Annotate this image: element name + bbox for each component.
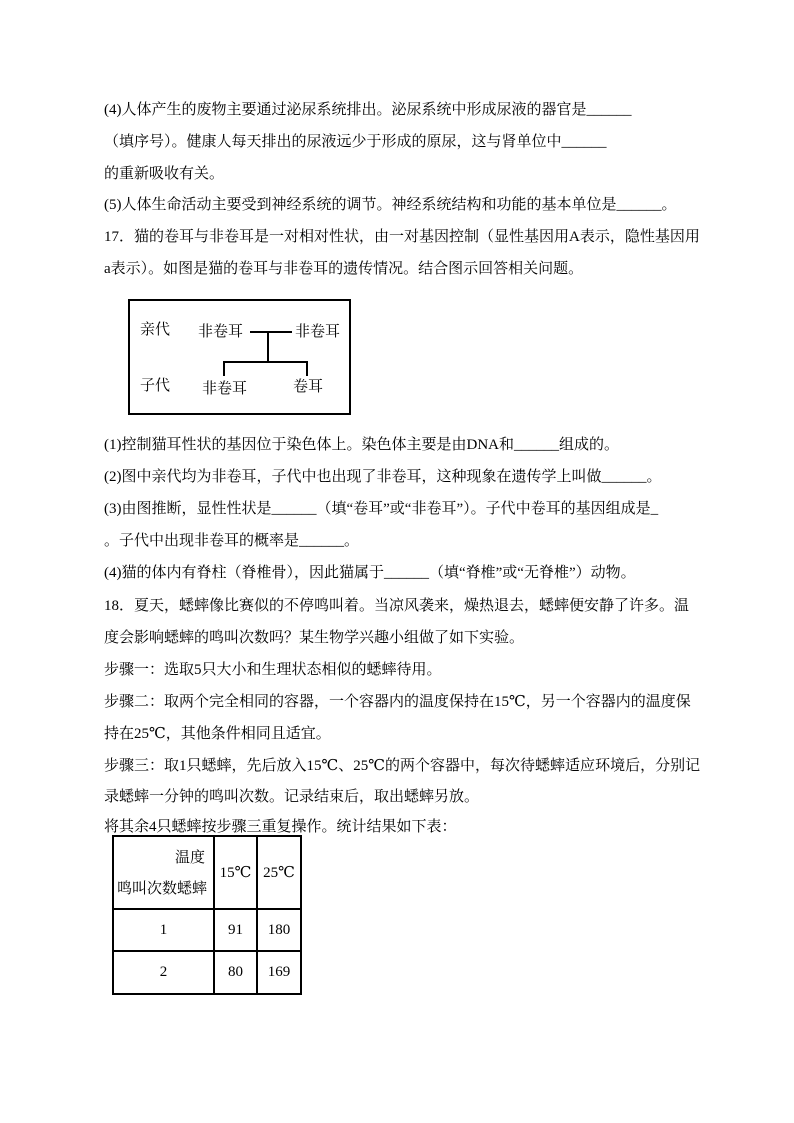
line-q18-step3-1: 步骤三：取1只蟋蟀，先后放入15℃、25℃的两个容器中，每次待蟋蟀适应环境后，分别记 [104, 758, 701, 774]
line-q18-repeat: 将其余4只蟋蟀按步骤三重复操作。统计结果如下表： [104, 819, 457, 835]
offspring-right-phenotype: 卷耳 [293, 379, 324, 395]
corner-temperature-label: 温度 [174, 850, 205, 866]
parent-connector-line [250, 331, 292, 333]
col-header-25c: 25℃ [257, 836, 301, 909]
col-header-15c: 15℃ [214, 836, 257, 909]
chirps-15c-cell: 91 [214, 909, 257, 951]
corner-chirpcount-cricket-label: 鸣叫次数蟋蟀 [117, 881, 208, 897]
parent-generation-label: 亲代 [140, 322, 171, 338]
sibling-drop-right-line [306, 361, 308, 376]
table-row-cricket-2 [113, 951, 301, 994]
line-q18-stem-1: 18．夏天，蟋蟀像比赛似的不停鸣叫着。当凉风袭来，燥热退去，蟋蟀便安静了许多。温 [104, 598, 690, 614]
line-q17-stem-1: 17．猫的卷耳与非卷耳是一对相对性状，由一对基因控制（显性基因用A表示，隐性基因用 [104, 229, 700, 245]
line-q18-step3-2: 录蟋蟀一分钟的鸣叫次数。记录结束后，取出蟋蟀另放。 [104, 789, 480, 805]
chirps-25c-cell: 169 [257, 951, 301, 994]
line-q17-sub3-1: (3)由图推断，显性性状是______（填“卷耳”或“非卷耳”）。子代中卷耳的基因组成是_ [104, 501, 659, 517]
chirps-15c-cell: 80 [214, 951, 257, 994]
line-q17-stem-2: a表示）。如图是猫的卷耳与非卷耳的遗传情况。结合图示回答相关问题。 [104, 261, 584, 277]
offspring-generation-label: 子代 [140, 378, 171, 394]
line-q18-step2-1: 步骤二：取两个完全相同的容器，一个容器内的温度保持在15℃，另一个容器内的温度保 [104, 694, 691, 710]
parent-left-phenotype: 非卷耳 [198, 324, 244, 340]
table-header-row [113, 836, 301, 909]
table-corner-cell [113, 836, 214, 909]
line-q17-sub3-2: 。子代中出现非卷耳的概率是______。 [104, 533, 360, 549]
line-q17-sub2: (2)图中亲代均为非卷耳，子代中也出现了非卷耳，这种现象在遗传学上叫做______。 [104, 469, 662, 485]
line-q4-urinary-2: （填序号）。健康人每天排出的尿液远少于形成的原尿，这与肾单位中______ [104, 134, 607, 150]
results-table [112, 835, 302, 995]
cricket-number-cell: 2 [113, 951, 214, 994]
sibling-bar-line [223, 361, 308, 363]
chirps-25c-cell: 180 [257, 909, 301, 951]
pedigree-diagram [128, 299, 351, 415]
table-row-cricket-1 [113, 909, 301, 951]
line-q18-step1: 步骤一：选取5只大小和生理状态相似的蟋蟀待用。 [104, 662, 442, 678]
offspring-left-phenotype: 非卷耳 [202, 381, 248, 397]
line-q17-sub4: (4)猫的体内有脊柱（脊椎骨），因此猫属于______（填“脊椎”或“无脊椎”）动物。 [104, 565, 636, 581]
line-q5-nervous: (5)人体生命活动主要受到神经系统的调节。神经系统结构和功能的基本单位是______。 [104, 197, 677, 213]
line-q18-stem-2: 度会影响蟋蟀的鸣叫次数吗？某生物学兴趣小组做了如下实验。 [104, 630, 525, 646]
line-q17-sub1: (1)控制猫耳性状的基因位于染色体上。染色体主要是由DNA和______组成的。 [104, 437, 619, 453]
line-q4-urinary-3: 的重新吸收有关。 [104, 166, 225, 182]
sibling-drop-left-line [223, 361, 225, 376]
descent-line [267, 331, 269, 363]
line-q18-step2-2: 持在25℃，其他条件相同且适宜。 [104, 726, 331, 742]
line-q4-urinary-1: (4)人体产生的废物主要通过泌尿系统排出。泌尿系统中形成尿液的器官是______ [104, 102, 632, 118]
parent-right-phenotype: 非卷耳 [295, 324, 341, 340]
cricket-number-cell: 1 [113, 909, 214, 951]
